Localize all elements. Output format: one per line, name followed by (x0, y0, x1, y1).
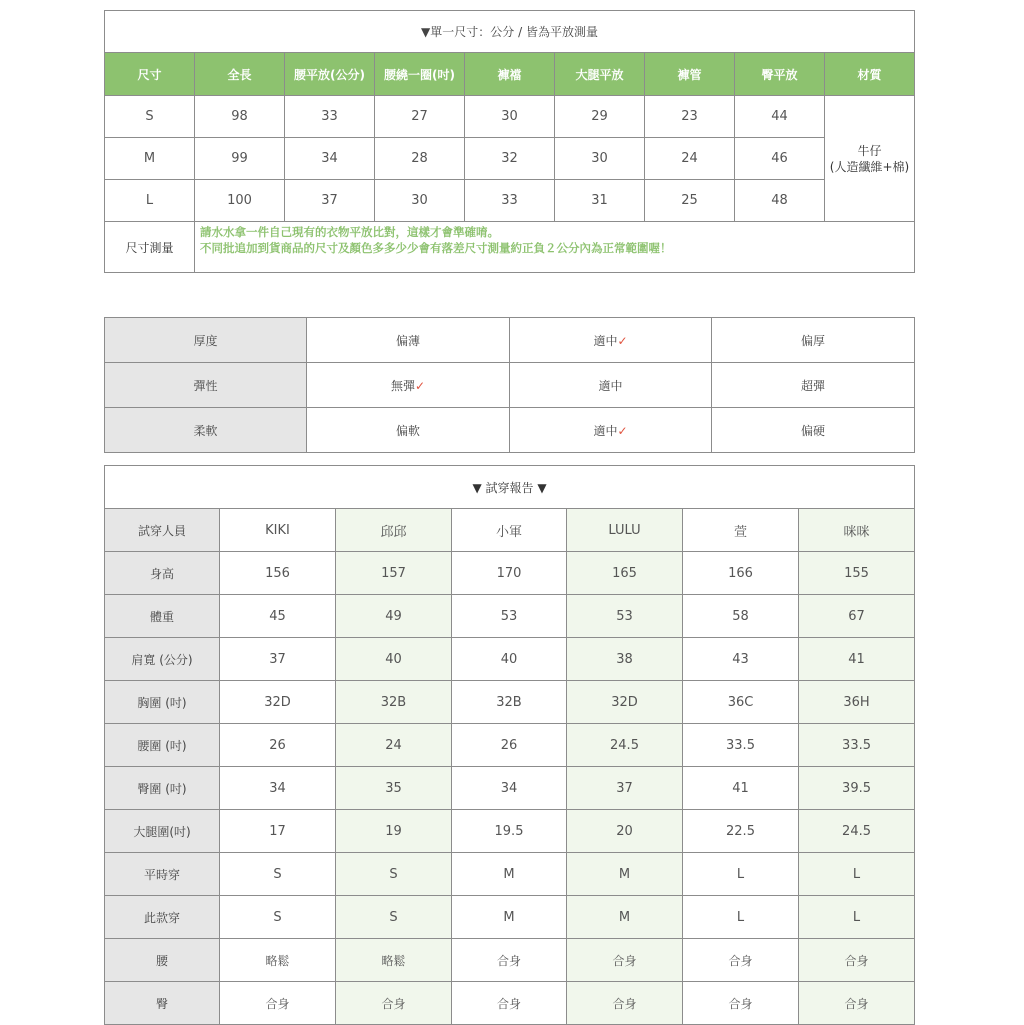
tryon-row (105, 810, 915, 853)
tryon-cell: 合身 (336, 982, 452, 1025)
fabric-row (105, 318, 915, 363)
tryon-cell: L (683, 853, 799, 896)
tryon-cell: 43 (683, 638, 799, 681)
tryon-row (105, 724, 915, 767)
tryon-report-title: ▼ 試穿報告 ▼ (105, 466, 915, 509)
tryon-cell: 合身 (799, 939, 915, 982)
tryon-row-label: 此款穿 (105, 896, 220, 939)
tryon-cell: 53 (452, 595, 567, 638)
size-cell: 33 (285, 96, 375, 138)
tryon-tester-name: KIKI (220, 509, 336, 552)
size-cell: 44 (735, 96, 825, 138)
tryon-row-label: 臀 (105, 982, 220, 1025)
tryon-cell: 略鬆 (220, 939, 336, 982)
fabric-option (307, 363, 510, 408)
fabric-option-label: 偏厚 (800, 333, 825, 348)
tryon-cell: 37 (220, 638, 336, 681)
tryon-cell: L (683, 896, 799, 939)
tryon-cell: 35 (336, 767, 452, 810)
tryon-row (105, 638, 915, 681)
tryon-cell: 58 (683, 595, 799, 638)
tryon-cell: 40 (336, 638, 452, 681)
fabric-option (510, 408, 712, 453)
tryon-cell: 34 (220, 767, 336, 810)
size-cell: S (105, 96, 195, 138)
tryon-tester-name: LULU (567, 509, 683, 552)
tryon-cell: 24.5 (567, 724, 683, 767)
tryon-row (105, 595, 915, 638)
fabric-row (105, 408, 915, 453)
tryon-cell: 157 (336, 552, 452, 595)
fabric-option (510, 318, 712, 363)
tryon-cell: 20 (567, 810, 683, 853)
tryon-cell: M (567, 853, 683, 896)
material-name: 牛仔 (857, 143, 882, 158)
tryon-cell: 26 (220, 724, 336, 767)
size-cell: 29 (555, 96, 645, 138)
tryon-cell: 32D (567, 681, 683, 724)
tryon-cell: M (452, 896, 567, 939)
fabric-option (712, 408, 915, 453)
fabric-option-label: 適中 (593, 423, 618, 438)
fabric-properties-table (104, 317, 915, 453)
fabric-row-label: 厚度 (105, 318, 307, 363)
size-row (105, 138, 915, 180)
size-chart-header-row (105, 53, 915, 96)
measurement-note (195, 222, 915, 273)
size-header: 臀平放 (735, 53, 825, 96)
tryon-cell: 170 (452, 552, 567, 595)
tryon-cell: 合身 (799, 982, 915, 1025)
measurement-note-line: 不同批追加到貨商品的尺寸及顏色多多少少會有落差尺寸測量約正負２公分內為正常範圍喔！ (200, 241, 672, 255)
tryon-cell: 53 (567, 595, 683, 638)
tryon-row-label: 大腿圍(吋) (105, 810, 220, 853)
tryon-cell: 41 (683, 767, 799, 810)
tryon-cell: 17 (220, 810, 336, 853)
size-row (105, 96, 915, 138)
material-cell (825, 96, 915, 222)
size-cell: 28 (375, 138, 465, 180)
tryon-cell: 166 (683, 552, 799, 595)
fabric-row-label: 彈性 (105, 363, 307, 408)
size-cell: 33 (465, 180, 555, 222)
size-cell: 30 (465, 96, 555, 138)
measurement-note-row (105, 222, 915, 273)
tryon-cell: L (799, 853, 915, 896)
tryon-cell: 32B (336, 681, 452, 724)
tryon-cell: S (220, 853, 336, 896)
measurement-note-label: 尺寸測量 (105, 222, 195, 273)
size-header: 腰平放(公分) (285, 53, 375, 96)
tryon-cell: 45 (220, 595, 336, 638)
tryon-cell: 155 (799, 552, 915, 595)
fabric-row-label: 柔軟 (105, 408, 307, 453)
size-cell: 24 (645, 138, 735, 180)
tryon-cell: 22.5 (683, 810, 799, 853)
fabric-row (105, 363, 915, 408)
tryon-row-label: 身高 (105, 552, 220, 595)
size-cell: 30 (375, 180, 465, 222)
fabric-option-label: 超彈 (800, 378, 825, 393)
size-cell: 30 (555, 138, 645, 180)
size-chart-title: ▼單一尺寸：公分 / 皆為平放測量 (105, 11, 915, 53)
tryon-cell: 合身 (683, 982, 799, 1025)
fabric-option-label: 無彈 (390, 378, 415, 393)
fabric-option (712, 363, 915, 408)
tryon-row-label: 腰圍 (吋) (105, 724, 220, 767)
size-cell: 99 (195, 138, 285, 180)
tryon-row-label: 胸圍 (吋) (105, 681, 220, 724)
size-cell: 100 (195, 180, 285, 222)
size-cell: 34 (285, 138, 375, 180)
tryon-cell: 24 (336, 724, 452, 767)
size-cell: 48 (735, 180, 825, 222)
tryon-row (105, 939, 915, 982)
size-cell: 46 (735, 138, 825, 180)
material-composition: (人造纖維+棉) (829, 159, 910, 174)
tryon-cell: 41 (799, 638, 915, 681)
tryon-cell: 合身 (683, 939, 799, 982)
tryon-cell: M (452, 853, 567, 896)
fabric-option-label: 偏薄 (395, 333, 420, 348)
fabric-option-label: 適中 (593, 333, 618, 348)
tryon-cell: 67 (799, 595, 915, 638)
tryon-tester-row (105, 509, 915, 552)
tryon-cell: 合身 (220, 982, 336, 1025)
tryon-cell: 24.5 (799, 810, 915, 853)
tryon-row (105, 681, 915, 724)
fabric-option (307, 408, 510, 453)
size-cell: 23 (645, 96, 735, 138)
size-header: 材質 (825, 53, 915, 96)
tryon-cell: 19 (336, 810, 452, 853)
tryon-row (105, 982, 915, 1025)
tryon-cell: 33.5 (799, 724, 915, 767)
size-header: 大腿平放 (555, 53, 645, 96)
size-header: 褲襠 (465, 53, 555, 96)
tryon-cell: 略鬆 (336, 939, 452, 982)
tryon-cell: 156 (220, 552, 336, 595)
tryon-tester-name: 邱邱 (336, 509, 452, 552)
fabric-option-label: 偏硬 (800, 423, 825, 438)
fabric-option (510, 363, 712, 408)
size-row (105, 180, 915, 222)
tryon-cell: 26 (452, 724, 567, 767)
tryon-cell: 合身 (567, 982, 683, 1025)
check-mark-icon: ✓ (617, 333, 628, 348)
tryon-cell: 38 (567, 638, 683, 681)
size-header: 腰繞一圈(吋) (375, 53, 465, 96)
size-cell: 37 (285, 180, 375, 222)
size-cell: 25 (645, 180, 735, 222)
tryon-cell: 39.5 (799, 767, 915, 810)
tryon-cell: 40 (452, 638, 567, 681)
tryon-row-label: 臀圍 (吋) (105, 767, 220, 810)
fabric-option (712, 318, 915, 363)
tryon-row (105, 896, 915, 939)
fabric-option-label: 偏軟 (395, 423, 420, 438)
tryon-cell: 37 (567, 767, 683, 810)
size-chart-table (104, 10, 915, 273)
tryon-row (105, 853, 915, 896)
tryon-cell: 36H (799, 681, 915, 724)
size-header: 褲管 (645, 53, 735, 96)
tryon-tester-name: 咪咪 (799, 509, 915, 552)
tryon-row-label: 體重 (105, 595, 220, 638)
tryon-cell: 合身 (452, 939, 567, 982)
tryon-tester-name: 萱 (683, 509, 799, 552)
size-cell: L (105, 180, 195, 222)
tryon-report-table (104, 465, 915, 1025)
tryon-cell: S (336, 853, 452, 896)
tryon-cell: M (567, 896, 683, 939)
measurement-note-line: 請水水拿一件自己現有的衣物平放比對，這樣才會準確唷。 (200, 225, 499, 239)
tryon-cell: 34 (452, 767, 567, 810)
tryon-cell: 19.5 (452, 810, 567, 853)
tryon-row-label: 試穿人員 (105, 509, 220, 552)
tryon-cell: 32D (220, 681, 336, 724)
size-header: 全長 (195, 53, 285, 96)
size-cell: 98 (195, 96, 285, 138)
tryon-cell: S (336, 896, 452, 939)
tryon-cell: 49 (336, 595, 452, 638)
tryon-cell: 合身 (452, 982, 567, 1025)
size-cell: M (105, 138, 195, 180)
fabric-option-label: 適中 (598, 378, 623, 393)
size-header: 尺寸 (105, 53, 195, 96)
tryon-cell: 165 (567, 552, 683, 595)
tryon-row-label: 平時穿 (105, 853, 220, 896)
tryon-cell: 合身 (567, 939, 683, 982)
tryon-cell: L (799, 896, 915, 939)
tryon-row (105, 767, 915, 810)
tryon-cell: 36C (683, 681, 799, 724)
check-mark-icon: ✓ (617, 423, 628, 438)
tryon-row-label: 肩寬 (公分) (105, 638, 220, 681)
tryon-cell: S (220, 896, 336, 939)
tryon-row (105, 552, 915, 595)
tryon-tester-name: 小軍 (452, 509, 567, 552)
size-cell: 31 (555, 180, 645, 222)
size-cell: 32 (465, 138, 555, 180)
fabric-option (307, 318, 510, 363)
tryon-row-label: 腰 (105, 939, 220, 982)
size-cell: 27 (375, 96, 465, 138)
check-mark-icon: ✓ (414, 378, 426, 393)
tryon-cell: 33.5 (683, 724, 799, 767)
tryon-cell: 32B (452, 681, 567, 724)
